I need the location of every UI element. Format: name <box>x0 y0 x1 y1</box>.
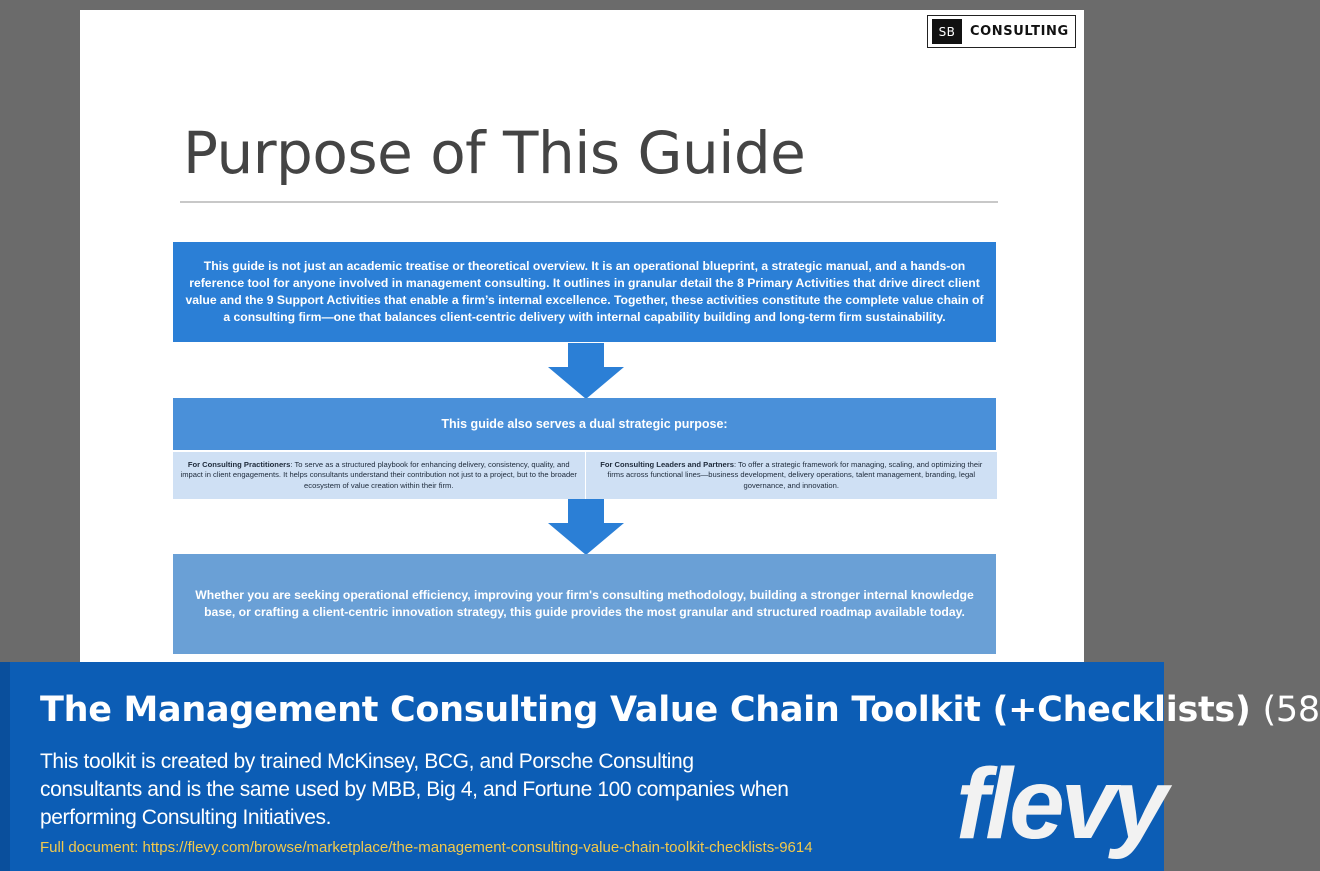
overview-box <box>173 242 996 342</box>
overview-text: This guide is not just an academic treatise or theoretical overview. It is an operational blueprint, a strategic manual, and a hands-on reference tool for anyone involved in management consulting. It outlines in granular detail the 8 Primary Activities that drive direct client value and the 9 Support Activities that enable a firm’s internal excellence. Together, these activities constitute the complete value chain of a consulting firm—one that balances client-centric delivery with internal capability building and long-term firm sustainability. <box>185 259 984 324</box>
logo-mark: SB <box>932 19 962 44</box>
title-divider <box>180 201 998 203</box>
down-arrow-icon <box>548 343 624 399</box>
banner-accent-strip <box>0 662 10 871</box>
dual-purpose-header <box>173 398 996 450</box>
sb-consulting-logo <box>927 15 1076 48</box>
document-link[interactable]: Full document: https://flevy.com/browse/marketplace/the-management-consulting-value-chain-toolkit-checklists-9614 <box>40 839 813 856</box>
product-banner <box>0 662 1320 871</box>
leaders-cell <box>586 452 998 499</box>
product-title-text: The Management Consulting Value Chain Toolkit (+Checklists) <box>40 690 1251 730</box>
page-count: (58 <box>1262 690 1320 730</box>
flevy-logo: flevy <box>956 748 1164 860</box>
practitioners-cell <box>173 452 586 499</box>
dual-purpose-text: This guide also serves a dual strategic purpose: <box>441 417 728 431</box>
slide-page <box>80 10 1084 670</box>
leaders-label: For Consulting Leaders and Partners <box>600 459 734 469</box>
conclusion-box <box>173 554 996 654</box>
practitioners-text: : To serve as a structured playbook for enhancing delivery, consistency, quality, and impact in client engagements. It helps consultants understand their contribution not just to a project, but to the broader ecosystem of value creation within their firm. <box>180 459 577 490</box>
practitioners-label: For Consulting Practitioners <box>187 459 291 469</box>
conclusion-text: Whether you are seeking operational efficiency, improving your firm's consulting methodology, building a stronger internal knowledge base, or crafting a client-centric innovation strategy, this guide provides the most granular and structured roadmap available today. <box>195 588 974 619</box>
audience-row <box>173 452 997 499</box>
product-title <box>40 690 1320 730</box>
product-description: This toolkit is created by trained McKinsey, BCG, and Porsche Consulting consultants and is the same used by MBB, Big 4, and Fortune 100 companies when performing Consulting Initiatives. <box>40 750 789 829</box>
page-title: Purpose of This Guide <box>183 119 806 187</box>
down-arrow-icon <box>548 499 624 555</box>
logo-text: CONSULTING <box>970 24 1069 39</box>
leaders-text: : To offer a strategic framework for managing, scaling, and optimizing their firms across functional lines—business development, delivery operations, talent management, branding, legal governance, and innovation. <box>607 459 983 490</box>
